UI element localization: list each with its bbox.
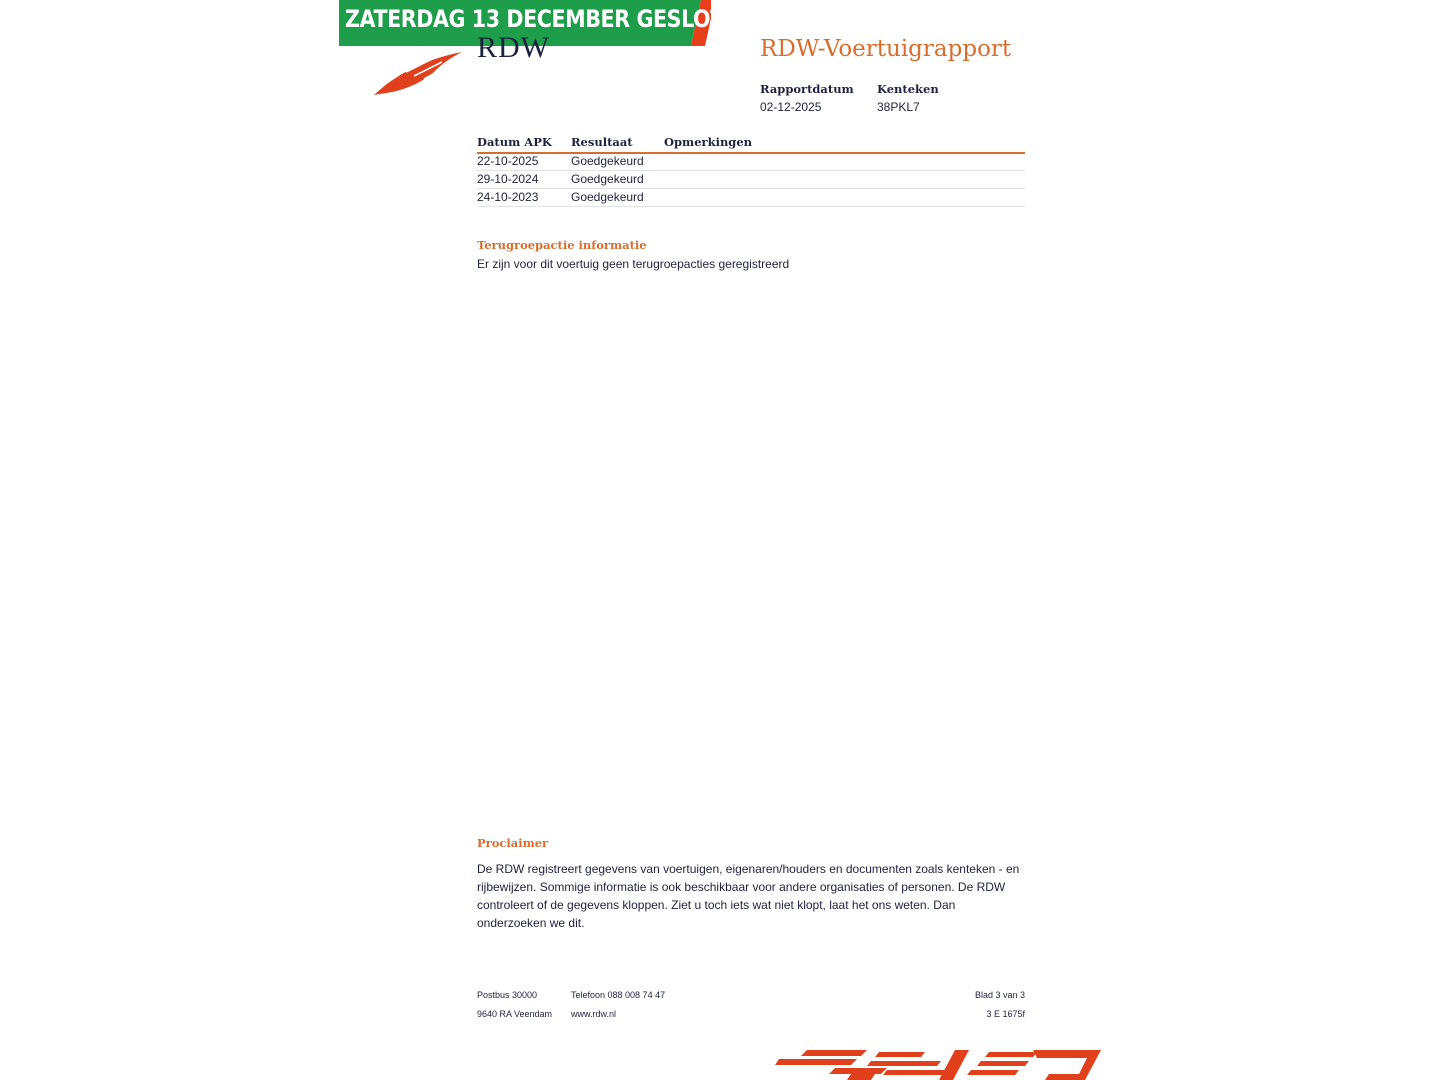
proclaimer-title: Proclaimer [477,836,549,850]
logo-text: RDW [477,31,550,64]
footer-page-number: Blad 3 van 3 [974,990,1025,1000]
row-divider [477,206,1025,207]
banner-text: ZATERDAG 13 DECEMBER GESLOTEN [345,5,755,33]
plate-label: Kenteken [877,82,939,96]
proclaimer-text: De RDW registreert gegevens van voertuigen, eigenaren/houders en documenten zoals kenteken - en rijbewijzen. Sommige informatie is ook beschikbaar voor andere organisaties of personen. De RDW controleert of de gegevens kloppen. Ziet u toch iets wat niet klopt, laat het ons weten. Dan onderzoeken we dit. [477,862,1020,930]
row-divider [477,170,1025,171]
rdw-stripes-icon [775,1050,1105,1080]
footer-code: 3 E 1675f [986,1009,1025,1019]
header-resultaat: Resultaat [571,135,633,149]
recall-text: Er zijn voor dit voertuig geen terugroepacties geregistreerd [477,257,790,271]
rdw-wing-icon [372,48,464,98]
footer-phone: Telefoon 088 008 74 47 [571,990,666,1000]
header-opmerkingen: Opmerkingen [664,135,753,149]
footer-address-line1: Postbus 30000 [477,990,538,1000]
row-2-date: 29-10-2024 [477,172,539,186]
row-3-result: Goedgekeurd [571,190,644,204]
row-1-result: Goedgekeurd [571,154,644,168]
report-date-label: Rapportdatum [760,82,854,96]
header-datum-apk: Datum APK [477,135,552,149]
plate-value: 38PKL7 [877,100,920,114]
row-1-date: 22-10-2025 [477,154,539,168]
footer-website[interactable]: www.rdw.nl [571,1009,617,1019]
report-date-value: 02-12-2025 [760,100,822,114]
table-header-rule [477,152,1025,154]
row-2-result: Goedgekeurd [571,172,644,186]
report-title: RDW-Voertuigrapport [760,36,1012,62]
footer-address-line2: 9640 RA Veendam [477,1009,553,1019]
row-3-date: 24-10-2023 [477,190,539,204]
recall-title: Terugroepactie informatie [477,238,647,252]
row-divider [477,188,1025,189]
